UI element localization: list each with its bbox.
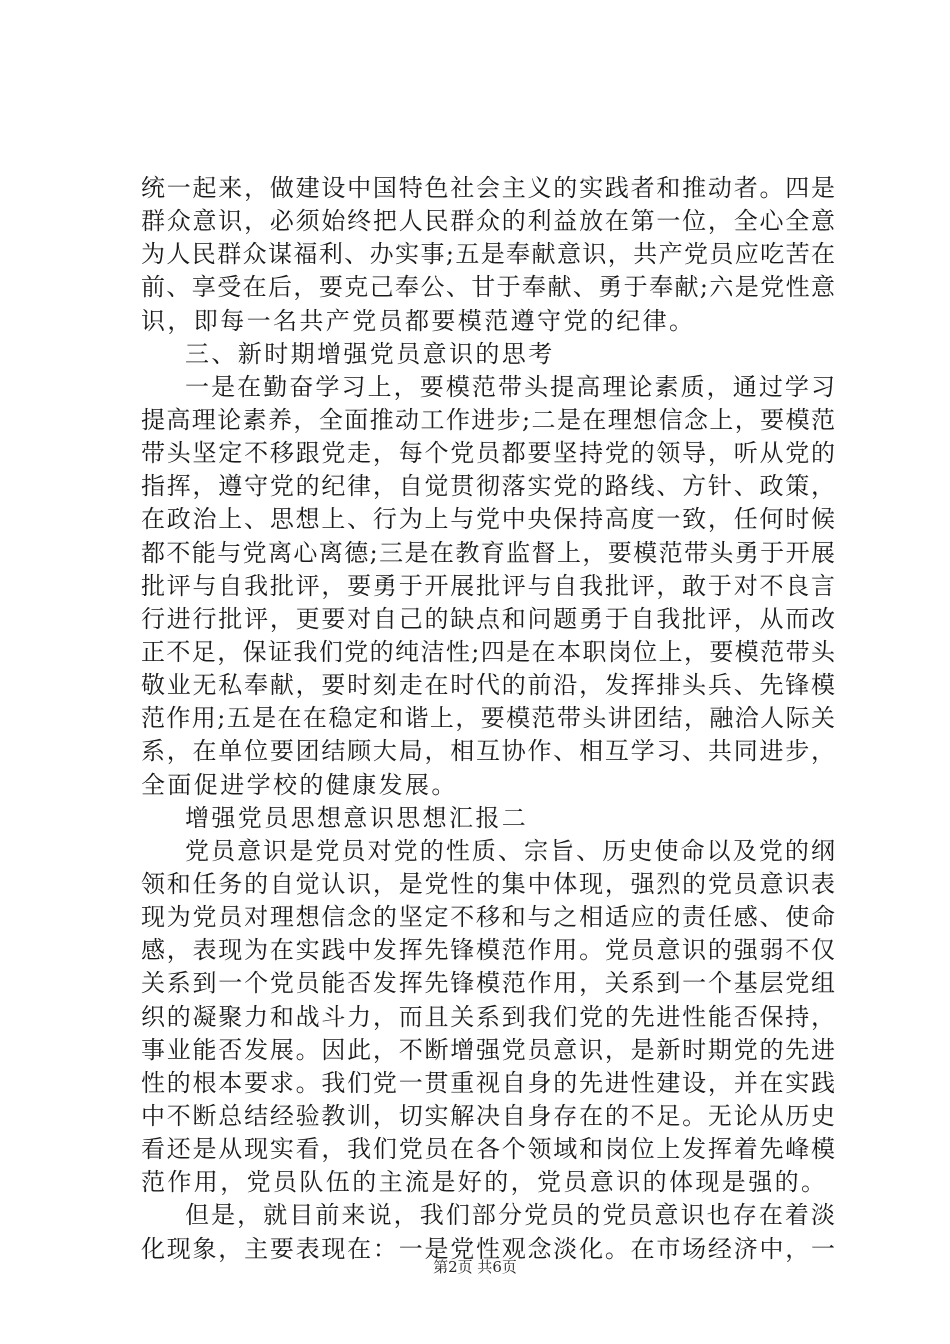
text-line: 系，在单位要团结顾大局，相互协作、相互学习、共同进步， [141, 737, 835, 766]
text-line: 前、享受在后，要克己奉公、甘于奉献、勇于奉献;六是党性意 [141, 273, 835, 302]
text-line: 事业能否发展。因此，不断增强党员意识，是新时期党的先进 [141, 1035, 835, 1064]
text-line: 群众意识，必须始终把人民群众的利益放在第一位，全心全意 [141, 207, 835, 236]
text-line: 范作用;五是在在稳定和谐上，要模范带头讲团结，融洽人际关 [141, 704, 835, 733]
text-line: 全面促进学校的健康发展。 [141, 770, 458, 799]
text-line: 三、新时期增强党员意识的思考 [185, 339, 555, 368]
text-line: 批评与自我批评，要勇于开展批评与自我批评，敢于对不良言 [141, 571, 835, 600]
text-line: 性的根本要求。我们党一贯重视自身的先进性建设，并在实践 [141, 1068, 835, 1097]
text-line: 行进行批评，更要对自己的缺点和问题勇于自我批评，从而改 [141, 604, 835, 633]
text-line: 正不足，保证我们党的纯洁性;四是在本职岗位上，要模范带头 [141, 637, 835, 666]
document-body [141, 172, 835, 1266]
page-footer: 第2页 共6页 [433, 1258, 517, 1276]
text-line: 带头坚定不移跟党走，每个党员都要坚持党的领导，听从党的 [141, 439, 835, 468]
text-line: 统一起来，做建设中国特色社会主义的实践者和推动者。四是 [141, 174, 835, 202]
text-line: 化现象，主要表现在：一是党性观念淡化。在市场经济中，一 [141, 1234, 835, 1263]
text-line: 看还是从现实看，我们党员在各个领域和岗位上发挥着先峰模 [141, 1135, 835, 1164]
text-line: 关系到一个党员能否发挥先锋模范作用，关系到一个基层党组 [141, 969, 835, 998]
text-line: 指挥，遵守党的纪律，自觉贯彻落实党的路线、方针、政策， [141, 472, 835, 501]
text-line: 在政治上、思想上、行为上与党中央保持高度一致，任何时候 [141, 505, 835, 534]
text-line: 一是在勤奋学习上，要模范带头提高理论素质，通过学习 [185, 372, 835, 401]
text-line: 党员意识是党员对党的性质、宗旨、历史使命以及党的纲 [185, 836, 835, 865]
text-line: 中不断总结经验教训，切实解决自身存在的不足。无论从历史 [141, 1101, 835, 1130]
text-line: 为人民群众谋福利、办实事;五是奉献意识，共产党员应吃苦在 [141, 240, 835, 269]
text-line: 织的凝聚力和战斗力，而且关系到我们党的先进性能否保持， [141, 1002, 835, 1031]
text-line: 提高理论素养，全面推动工作进步;二是在理想信念上，要模范 [141, 405, 835, 434]
text-line: 但是，就目前来说，我们部分党员的党员意识也存在着淡 [185, 1201, 835, 1230]
text-line: 识，即每一名共产党员都要模范遵守党的纪律。 [141, 306, 696, 335]
text-line: 增强党员思想意识思想汇报二 [185, 803, 529, 832]
text-line: 感，表现为在实践中发挥先锋模范作用。党员意识的强弱不仅 [141, 936, 835, 965]
text-line: 现为党员对理想信念的坚定不移和与之相适应的责任感、使命 [141, 903, 835, 932]
text-line: 范作用，党员队伍的主流是好的，党员意识的体现是强的。 [141, 1168, 828, 1197]
text-line: 敬业无私奉献，要时刻走在时代的前沿，发挥排头兵、先锋模 [141, 671, 835, 700]
text-line: 都不能与党离心离德;三是在教育监督上，要模范带头勇于开展 [141, 538, 835, 567]
text-line: 领和任务的自觉认识，是党性的集中体现，强烈的党员意识表 [141, 869, 835, 898]
